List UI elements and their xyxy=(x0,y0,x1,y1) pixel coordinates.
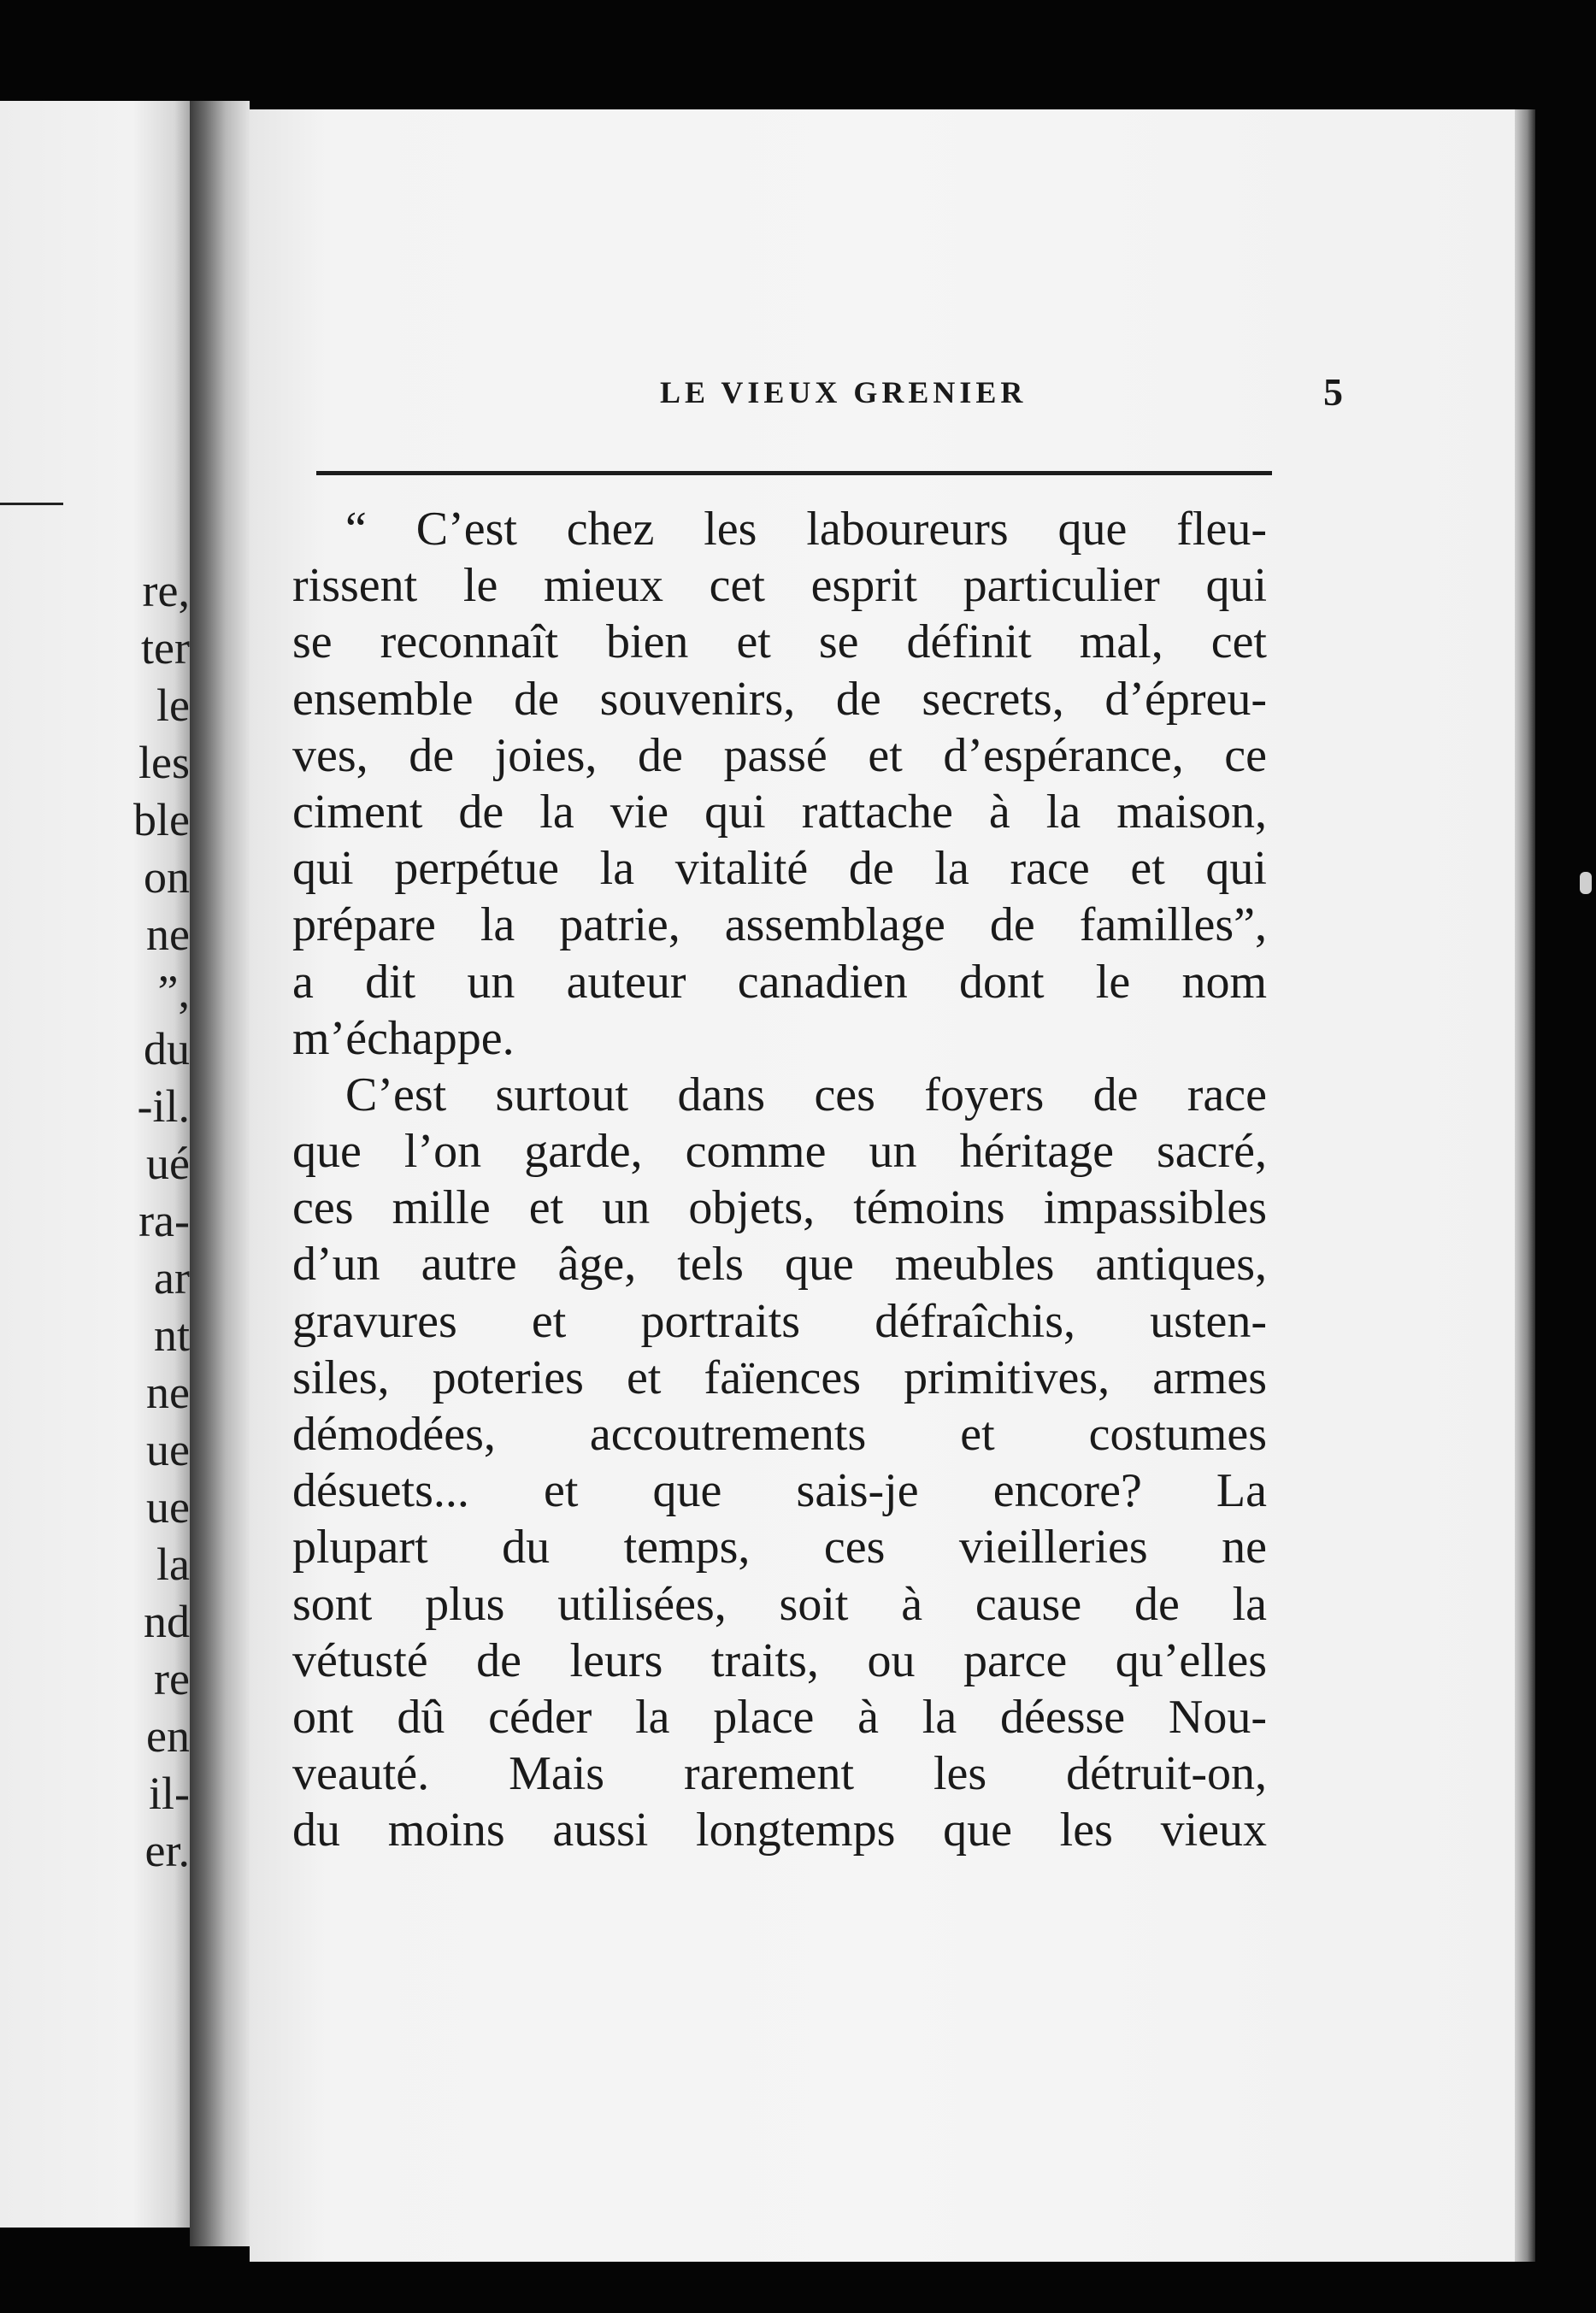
left-fragment: il- xyxy=(149,1768,190,1819)
left-fragment: les xyxy=(138,737,190,788)
text-line: siles, poteries et faïences primitives, armes xyxy=(292,1351,1267,1404)
scan-speck xyxy=(1580,872,1592,894)
left-fragment: nt xyxy=(153,1310,190,1361)
left-fragment: ter xyxy=(141,622,190,674)
left-fragment: ra- xyxy=(138,1195,190,1246)
text-line: vétusté de leurs traits, ou parce qu’elles xyxy=(292,1633,1267,1687)
text-line: ont dû céder la place à la déesse Nou- xyxy=(292,1690,1267,1744)
text-line: prépare la patrie, assemblage de familles”, xyxy=(292,898,1267,952)
text-line: C’est surtout dans ces foyers de race xyxy=(345,1068,1267,1121)
text-line: d’un autre âge, tels que meubles antiques, xyxy=(292,1238,1267,1292)
left-fragment: ble xyxy=(133,794,190,845)
left-fragment: ”, xyxy=(157,966,190,1017)
paragraph-2 xyxy=(292,1067,1267,1859)
text-line: a dit un auteur canadien dont le nom xyxy=(292,955,1267,1009)
text-line: que l’on garde, comme un héritage sacré, xyxy=(292,1125,1267,1179)
page-edge xyxy=(1515,109,1535,2262)
body-text xyxy=(292,501,1267,1859)
left-facing-page xyxy=(0,101,190,2228)
text-line: ces mille et un objets, témoins impassibles xyxy=(292,1181,1267,1235)
left-fragment: re xyxy=(154,1653,190,1704)
text-line: qui perpétue la vitalité de la race et qui xyxy=(292,842,1267,896)
text-line: désuets... et que sais-je encore? La xyxy=(292,1464,1267,1518)
text-line: du moins aussi longtemps que les vieux xyxy=(292,1804,1267,1857)
text-line: ensemble de souvenirs, de secrets, d’épreu- xyxy=(292,672,1267,726)
left-page-text-fragments xyxy=(133,562,190,1880)
text-line: rissent le mieux cet esprit particulier qui xyxy=(292,559,1267,613)
left-fragment: ne xyxy=(146,1367,190,1418)
left-fragment: re, xyxy=(142,565,190,616)
left-fragment: ne xyxy=(146,909,190,960)
text-line: se reconnaît bien et se définit mal, cet xyxy=(292,615,1267,669)
left-fragment: -il. xyxy=(137,1080,190,1132)
text-line: ciment de la vie qui rattache à la maison, xyxy=(292,785,1267,839)
running-title: LE VIEUX GRENIER xyxy=(660,375,1028,409)
left-fragment: du xyxy=(144,1023,190,1074)
left-page-header-rule xyxy=(0,503,63,505)
right-page xyxy=(250,109,1515,2262)
page-number: 5 xyxy=(1323,370,1343,414)
header-rule xyxy=(316,471,1272,475)
left-fragment: en xyxy=(146,1710,190,1762)
left-fragment: le xyxy=(156,680,190,731)
text-line: sont plus utilisées, soit à cause de la xyxy=(292,1577,1267,1631)
text-line: gravures et portraits défraîchis, usten- xyxy=(292,1294,1267,1348)
left-fragment: la xyxy=(156,1539,190,1590)
left-fragment: ar xyxy=(154,1252,190,1304)
left-fragment: on xyxy=(144,851,190,903)
paragraph-1 xyxy=(292,501,1267,1067)
text-line: ves, de joies, de passé et d’espérance, ce xyxy=(292,728,1267,782)
left-fragment: ué xyxy=(146,1138,190,1189)
left-fragment: nd xyxy=(144,1596,190,1647)
text-line: démodées, accoutrements et costumes xyxy=(292,1408,1267,1461)
text-line: m’échappe. xyxy=(292,1011,515,1065)
left-fragment: er. xyxy=(144,1825,190,1876)
text-line: plupart du temps, ces vieilleries ne xyxy=(292,1521,1267,1574)
text-line: veauté. Mais rarement les détruit-on, xyxy=(292,1747,1267,1801)
text-line: “ C’est chez les laboureurs que fleu- xyxy=(345,503,1267,556)
book-gutter xyxy=(190,101,250,2246)
left-fragment: ue xyxy=(146,1481,190,1533)
running-head xyxy=(318,370,1515,426)
left-fragment: ue xyxy=(146,1424,190,1475)
